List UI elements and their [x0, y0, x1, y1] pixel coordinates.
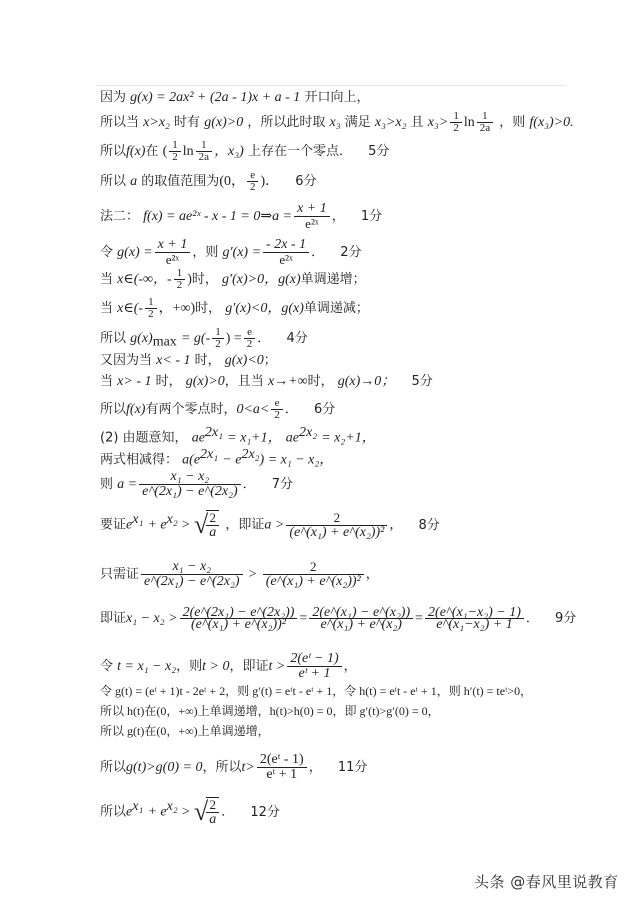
solution-line: [100, 607, 576, 630]
solution-line: [100, 238, 362, 267]
text: 所以: [100, 804, 127, 820]
formula: + e: [147, 517, 167, 533]
solution-line: [100, 723, 270, 739]
superscript: x₁: [132, 512, 144, 528]
formula: g′(x) =: [222, 245, 262, 260]
square-root: √ $\frac{2}{a}$: [194, 797, 221, 827]
text: 时，: [194, 353, 221, 368]
text: 时，: [155, 374, 182, 389]
watermark: 头条 @春风里说教育: [474, 873, 619, 891]
fraction: $\frac{e}{2}$: [244, 327, 256, 350]
fraction: $\frac{1}{2}$: [145, 297, 157, 320]
text: ，则: [192, 245, 219, 260]
formula: t = x₁ − x₂: [117, 659, 177, 674]
text: 法二：: [100, 209, 140, 224]
formula: x₃>x₂: [374, 115, 407, 130]
text: ；: [263, 353, 277, 368]
formula: t>: [241, 760, 255, 775]
formula: x→+∞: [267, 374, 308, 389]
text: 时，: [307, 374, 334, 389]
formula: g′(x)>0，g(x): [222, 272, 301, 287]
text: 要证: [100, 517, 127, 533]
text: 且: [410, 115, 424, 130]
text: ，: [343, 659, 357, 674]
formula: e: [126, 517, 133, 533]
formula: x₁ − x₂ >: [126, 611, 178, 626]
subscript: max: [152, 334, 177, 350]
fraction: $\frac{2}{a}$: [206, 797, 219, 827]
formula: t >: [268, 659, 286, 674]
formula: ，+∞): [158, 301, 196, 316]
fraction: $\frac{\text{x₁ − x₂}}{\text{e\textasciicircum{}(2x₁) − e\textasciicircum{}(2x₂)}}$: [141, 560, 243, 589]
text: ．: [311, 245, 325, 260]
text: 所以: [100, 331, 127, 346]
text: 时，: [191, 272, 218, 287]
formula: g′(x)<0，g(x): [225, 301, 304, 316]
text: 所以当: [100, 115, 140, 130]
formula: ): [187, 272, 192, 287]
formula: g(x) = 2ax² + (2a - 1)x + a - 1: [130, 90, 301, 105]
superscript: x₁: [132, 799, 144, 815]
text: ．: [242, 477, 256, 492]
superscript: 2x₁: [200, 447, 219, 462]
solution-line: [100, 683, 532, 699]
formula: g(x)>0: [185, 374, 225, 389]
fraction: $\frac{- 2x - 1}{\text{e²ˣ}}$: [263, 238, 309, 267]
text: ．: [221, 804, 235, 820]
formula: x>x₂: [143, 115, 170, 130]
formula: − e: [222, 452, 242, 468]
formula: a(e: [182, 452, 201, 468]
text: ，且当: [224, 374, 264, 389]
text: 时有: [174, 115, 201, 130]
formula: >: [181, 517, 190, 533]
text: 上存在一个零点．: [247, 144, 352, 159]
text: 在: [145, 144, 159, 159]
solution-line: [100, 470, 293, 499]
text: 所以: [100, 402, 127, 417]
text: 的取值范围为: [141, 174, 220, 189]
superscript: 2x₂: [241, 447, 260, 462]
formula: ln: [463, 115, 475, 130]
text: 满足: [344, 115, 371, 130]
fraction: $\frac{\text{x₁ − x₂}}{\text{e\textasciicircum{}(2x₁) − e\textasciicircum{}(2x₂)}}$: [139, 470, 241, 499]
solution-line: [100, 297, 369, 320]
text: 所以: [100, 144, 127, 159]
formula: g(x)>0: [204, 115, 244, 130]
solution-line: [100, 268, 366, 291]
superscript: 2x₂: [299, 425, 318, 440]
formula: a =: [117, 477, 138, 492]
fraction: $\frac{\text{2(eᵗ − 1)}}{\text{eᵗ + 1}}$: [287, 652, 341, 681]
text: 当: [100, 374, 114, 389]
score-label: 6分: [295, 174, 317, 189]
formula: x∈(-∞，-: [117, 272, 172, 287]
text: ，: [389, 517, 403, 533]
solution-line: [100, 425, 376, 446]
text: 又因为当: [100, 353, 153, 368]
formula: >: [181, 804, 190, 820]
formula: (0，: [219, 174, 245, 189]
solution-line: [100, 90, 369, 106]
text: ，即证: [229, 659, 269, 674]
score-label: 6分: [314, 402, 336, 417]
text: 当: [100, 301, 114, 316]
fraction: $\frac{1}{2a}$: [196, 140, 212, 163]
square-root: √ $\frac{2}{a}$: [194, 510, 221, 540]
text: ．: [257, 331, 271, 346]
fraction: $\frac{e}{2}$: [271, 398, 283, 421]
text: 有两个零点时，: [145, 402, 237, 417]
formula: (: [162, 144, 168, 159]
text: ，: [331, 209, 345, 224]
text: 只需证: [100, 567, 140, 582]
formula: x> - 1: [117, 374, 152, 389]
text: ，: [308, 760, 322, 775]
formula: ) =: [225, 331, 242, 346]
text: 所以: [100, 174, 127, 189]
solution-line: [100, 797, 280, 827]
text: 单调递增；: [300, 272, 366, 287]
superscript: x₂: [166, 799, 178, 815]
score-label: 5分: [411, 374, 433, 389]
text: 令: [100, 245, 114, 260]
score-label: 8分: [418, 517, 440, 533]
formula: x₃: [329, 115, 341, 130]
fraction: $\frac{\text{2(eᵗ - 1)}}{\text{eᵗ + 1}}$: [257, 753, 307, 782]
formula: t > 0: [202, 659, 230, 674]
text: 即证: [100, 611, 127, 626]
text: ，则: [176, 659, 203, 674]
fraction: $\frac{1}{2}$: [169, 140, 181, 163]
solution-line: [100, 140, 389, 163]
score-label: 12分: [250, 804, 280, 820]
fraction: $\frac{x + 1}{\text{e²ˣ}}$: [155, 238, 191, 267]
formula: 0<a<: [236, 402, 270, 417]
text: ．: [525, 611, 539, 626]
text: ，: [365, 567, 379, 582]
score-label: 9分: [555, 611, 577, 626]
superscript: x₂: [166, 512, 178, 528]
formula: =: [299, 611, 308, 626]
formula: = x₂+1，: [321, 430, 376, 446]
formula: f(x₃)>0.: [529, 115, 574, 130]
fraction: $\frac{2}{\text{(e\textasciicircum{}(x₁) + e\textasciicircum{}(x₂))²}}$: [263, 560, 364, 589]
formula-text: 所以 h(t)在(0，+∞)上单调递增，h(t)>h(0) = 0，即 g′(t)>g′(0) = 0，: [100, 704, 440, 718]
formula: g(x)→0；: [337, 374, 396, 389]
score-label: 7分: [271, 477, 294, 492]
text: 令: [100, 659, 114, 674]
formula-text: 所以 g(t)在(0，+∞)上单调递增，: [100, 724, 270, 738]
formula: g(t)>g(0) = 0: [126, 760, 203, 775]
solution-line: [100, 510, 440, 540]
score-label: 1分: [360, 209, 383, 224]
formula-text: 令 g(t) = (eᵗ + 1)t - 2eᵗ + 2，则 g′(t) = eᵗt - eᵗ + 1，令 h(t) = eᵗt - eᵗ + 1，则 h′(t) = teᵗ>0，: [100, 684, 533, 698]
formula: = x₁+1，: [227, 430, 282, 446]
text: 则: [100, 477, 114, 492]
text: ，即证: [225, 517, 265, 533]
fraction: $\frac{1}{2}$: [212, 327, 224, 350]
solution-line: [100, 398, 335, 421]
formula: g(x)<0: [224, 353, 264, 368]
fraction: $\frac{1}{2a}$: [477, 111, 493, 134]
text: ，所以此时取: [247, 115, 326, 130]
formula: g(x) =: [117, 245, 153, 260]
formula: x∈(-: [117, 301, 144, 316]
fraction: $\frac{\text{2(e\textasciicircum{}(x₁−x₂) − 1)}}{\text{e\textasciicircum{}(x₁−x₂) + 1}}$: [425, 607, 524, 630]
text: 时，: [195, 301, 222, 316]
fraction: $\frac{\text{2(e\textasciicircum{}(x₁) − e\textasciicircum{}(x₂))}}{\text{e\textasciicircum{}(x₁) + e\textasciicircum{}(x₂)}}$: [309, 607, 413, 630]
formula: ，x₃): [214, 144, 244, 159]
fraction: $\frac{1}{2}$: [174, 268, 186, 291]
formula: g(x): [130, 331, 153, 346]
formula: a >: [264, 517, 285, 533]
score-label: 2分: [340, 245, 362, 260]
text: ．: [284, 402, 298, 417]
solution-line: [100, 353, 277, 369]
solution-line: [100, 170, 317, 193]
score-label: 4分: [286, 331, 308, 346]
text: 两式相减得：: [100, 452, 179, 468]
formula: f(x): [126, 144, 146, 159]
formula: + e: [147, 804, 167, 820]
solution-line: [100, 652, 357, 681]
formula: f(x) = ae²ˣ - x - 1 = 0⇒a =: [143, 209, 293, 224]
formula: f(x): [126, 402, 146, 417]
solution-line: [100, 374, 433, 390]
solution-line: [100, 753, 367, 782]
solution-line: [100, 327, 308, 351]
solution-line: [100, 447, 333, 468]
text: 所以: [100, 760, 127, 775]
fraction: $\frac{x + 1}{\text{e²ˣ}}$: [294, 202, 330, 231]
text: 单调递减；: [303, 301, 369, 316]
formula: x< - 1: [156, 353, 191, 368]
superscript: 2x₁: [204, 425, 224, 440]
formula: >: [248, 567, 257, 582]
text: 开口向上，: [304, 90, 370, 105]
score-label: 11分: [337, 760, 368, 775]
formula: ae: [285, 430, 299, 446]
formula: a: [130, 174, 138, 189]
page-top-divider: [96, 85, 566, 86]
formula: ln: [182, 144, 194, 159]
formula: x₃>: [427, 115, 449, 130]
solution-line: [100, 111, 574, 134]
fraction: $\frac{2}{a}$: [206, 510, 219, 540]
formula: =: [415, 611, 424, 626]
text: ，所以: [202, 760, 242, 775]
formula: e: [126, 804, 133, 820]
formula: ae: [191, 430, 205, 446]
solution-line: [100, 703, 440, 719]
text: 因为: [100, 90, 127, 105]
fraction: $\frac{e}{2}$: [247, 170, 259, 193]
fraction: $\frac{1}{2}$: [450, 111, 462, 134]
text: (2) 由题意知，: [100, 430, 188, 446]
fraction: $\frac{\text{2(e\textasciicircum{}(2x₁) − e\textasciicircum{}(2x₂))}}{\text{(e\textasciicircum{}(x₁) + e\textasciicircum{}(x₂))²}}$: [180, 607, 298, 630]
score-label: 5分: [368, 144, 390, 159]
text: ，则: [499, 115, 526, 130]
fraction: $\frac{2}{\text{(e\textasciicircum{}(x₁) + e\textasciicircum{}(x₂))²}}$: [286, 511, 387, 540]
formula: = g(-: [180, 331, 211, 346]
text: 当: [100, 272, 114, 287]
formula: )．: [260, 174, 280, 189]
formula: ) = x₁ − x₂，: [259, 452, 334, 468]
solution-line: [100, 560, 379, 589]
solution-line: [100, 202, 382, 231]
